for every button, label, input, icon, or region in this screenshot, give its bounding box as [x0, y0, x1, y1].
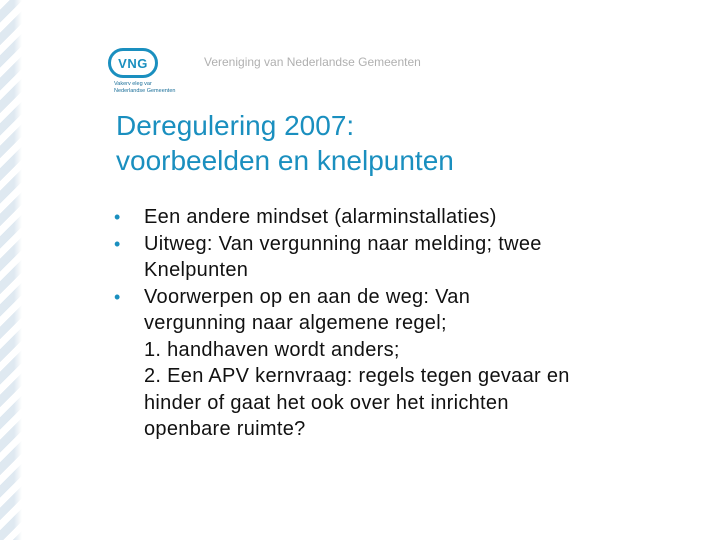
bullet-item [110, 204, 690, 231]
bullet-text-line: Uitweg: Van vergunning naar melding; twee [144, 232, 542, 255]
bullet-text-line: 1. handhaven wordt anders; [144, 338, 400, 361]
vng-logo-text: VNG [118, 55, 148, 71]
slide-title-line-2: voorbeelden en knelpunten [116, 145, 454, 176]
bullet-text-line: vergunning naar algemene regel; [144, 312, 447, 334]
bullet-item [110, 284, 690, 443]
organization-name: Vereniging van Nederlandse Gemeenten [204, 55, 421, 69]
bullet-text-line: Knelpunten [144, 259, 249, 281]
slide-title [116, 108, 676, 178]
vng-logo-tagline: Vakerv eleg var Nederlandse Gemeenten [114, 81, 176, 94]
vng-logo [108, 48, 198, 96]
bullet-dot-icon: • [114, 286, 121, 307]
bullet-text-line: openbare ruimte? [144, 418, 306, 440]
bullet-dot-icon: • [114, 233, 121, 254]
bullet-item [110, 231, 690, 284]
bullet-text-line: Een andere mindset (alarminstallaties) [144, 206, 497, 228]
bullet-text-line: Voorwerpen op en aan de weg: Van [144, 285, 471, 308]
vng-logo-badge [108, 48, 158, 78]
bullet-text-line: hinder of gaat het ook over het inrichten [144, 391, 509, 414]
bullet-dot-icon: • [114, 207, 121, 227]
bullet-text-line: 2. Een APV kernvraag: regels tegen gevaar en [144, 365, 570, 387]
bullet-list [110, 204, 690, 443]
slide-title-line-1: Deregulering 2007: [116, 110, 355, 141]
decorative-stripe-band [0, 0, 22, 540]
